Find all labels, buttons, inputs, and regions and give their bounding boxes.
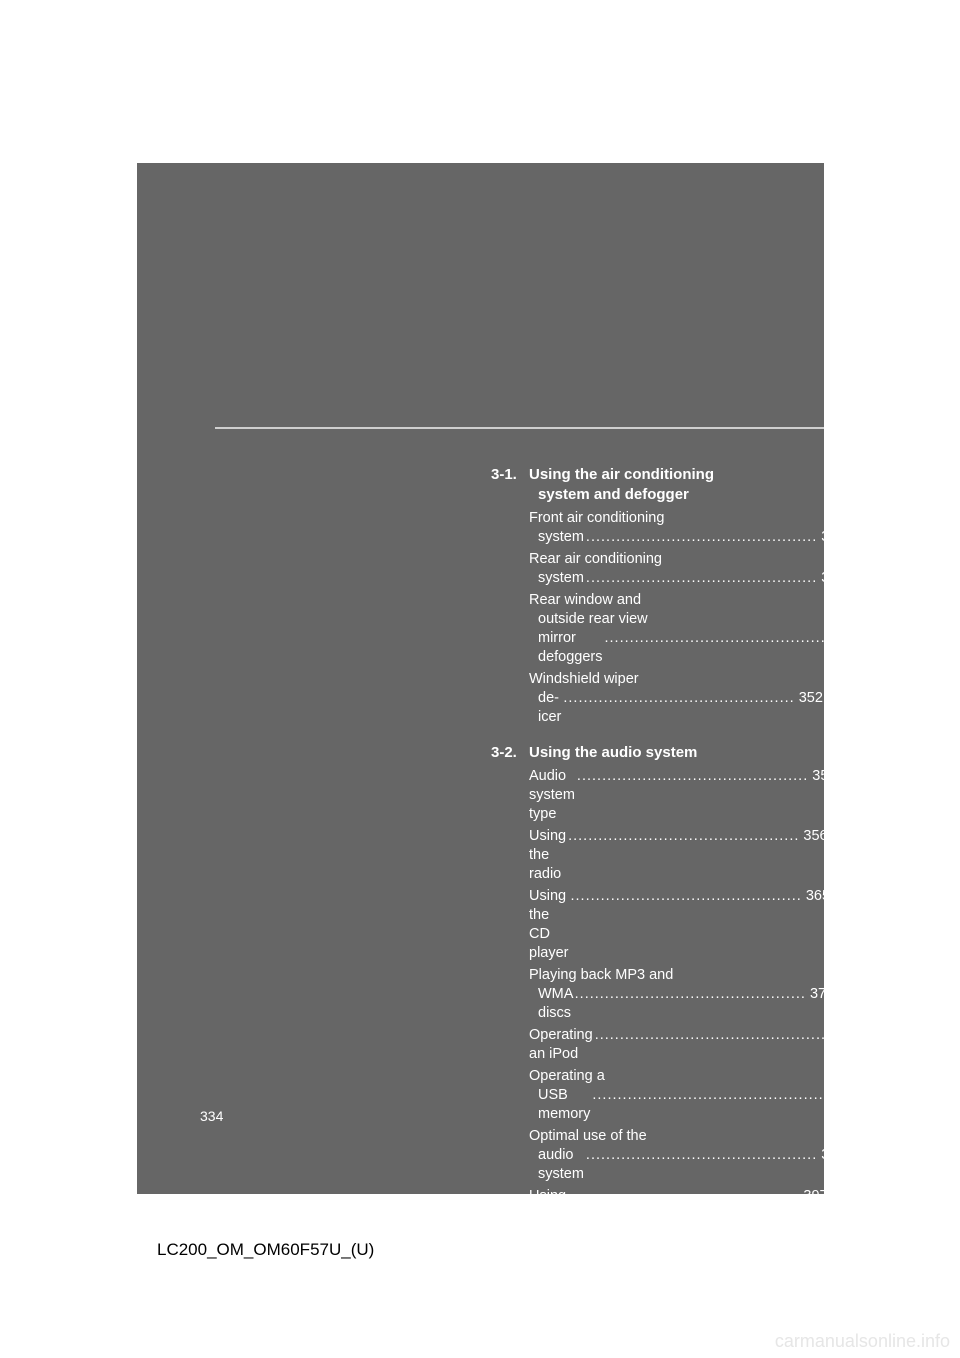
section-heading (491, 465, 741, 505)
section-entries (491, 767, 856, 1304)
entry-page: 387 (827, 1087, 852, 1103)
toc-entry[interactable] (529, 1026, 855, 1064)
section-entries (491, 509, 865, 727)
entry-page: 397 (803, 1188, 828, 1204)
toc-entry[interactable] (529, 591, 865, 667)
entry-page: 380 (830, 1027, 855, 1043)
toc-entry[interactable] (529, 1127, 846, 1184)
section-title-line: system and defogger (538, 486, 689, 503)
entry-page: 347 (821, 570, 846, 586)
entry-text: system (538, 529, 584, 545)
entry-text: switches (538, 1286, 594, 1302)
toc-section-3-2 (491, 743, 856, 1304)
entry-text: audio system (538, 1147, 584, 1182)
section-number: 3-1. (491, 466, 517, 483)
dot-leader: .............................................. (585, 529, 818, 545)
toc-entry[interactable] (529, 767, 837, 824)
entry-text: Front air conditioning (529, 510, 665, 526)
entry-page: 395 (821, 1147, 846, 1163)
entry-text: Using the radio (529, 828, 567, 882)
entry-text: mirror defoggers (538, 630, 603, 665)
entry-page: 351 (839, 630, 865, 646)
toc-entry[interactable] (529, 509, 846, 547)
section-heading (491, 743, 741, 763)
table-of-contents (491, 465, 865, 1307)
toc-entry[interactable] (529, 550, 846, 588)
toc-entry[interactable] (529, 670, 823, 727)
toc-entry[interactable] (529, 1266, 856, 1304)
entry-text: Rear window and (529, 592, 642, 608)
entry-page: 336 (821, 529, 846, 545)
dot-leader: .............................................. (585, 570, 818, 586)
entry-text: Playing back MP3 and (529, 967, 674, 983)
entry-text: Windshield wiper (529, 671, 639, 687)
section-title-line: Using the audio system (529, 744, 698, 761)
page-number: 334 (200, 1108, 224, 1124)
entry-text: Using the steering (529, 1267, 646, 1283)
entry-page: 365 (805, 888, 831, 904)
entry-text: de-icer (538, 690, 562, 725)
toc-entry[interactable] (529, 1187, 828, 1263)
entry-text: Operating a (529, 1068, 605, 1084)
entry-text: outside rear view (538, 611, 648, 627)
toc-entry[interactable] (529, 966, 835, 1023)
watermark: carmanualsonline.info (774, 1331, 950, 1351)
dot-leader: .............................................. (576, 768, 809, 784)
toc-section-3-1 (491, 465, 865, 727)
entry-page: 373 (809, 986, 835, 1002)
entry-page: 353 (812, 768, 837, 784)
dot-leader: .............................................. (585, 1147, 818, 1163)
entry-text: Using the CD player (529, 888, 569, 961)
entry-text: Audio system type (529, 768, 575, 822)
dot-leader: .............................................. (595, 1286, 827, 1302)
entry-text: Rear air conditioning (529, 551, 662, 567)
dot-leader: .............................................. (570, 888, 802, 904)
divider-line (215, 427, 824, 429)
entry-page: 356 (803, 828, 828, 844)
entry-text: USB memory (538, 1087, 591, 1122)
entry-text: Optimal use of the (529, 1128, 647, 1144)
entry-text: Using the AUX port (529, 1188, 567, 1261)
entry-page: 352 (798, 690, 823, 706)
entry-text: WMA discs (538, 986, 573, 1021)
dot-leader: .............................................. (574, 986, 806, 1002)
dot-leader: .............................................. (568, 1188, 800, 1204)
entry-text: Operating an iPod (529, 1027, 593, 1062)
toc-entry[interactable] (529, 827, 828, 884)
section-title-line: Using the air conditioning (529, 466, 714, 483)
dot-leader: .............................................. (568, 828, 800, 844)
dot-leader: .............................................. (563, 690, 795, 706)
entry-text: system (538, 570, 584, 586)
section-number: 3-2. (491, 744, 517, 761)
dot-leader: .............................................. (594, 1027, 827, 1043)
entry-page: 398 (830, 1286, 856, 1302)
document-code: LC200_OM_OM60F57U_(U) (157, 1240, 375, 1259)
dot-leader: .............................................. (604, 630, 836, 646)
toc-entry[interactable] (529, 1067, 852, 1124)
toc-entry[interactable] (529, 887, 831, 963)
dot-leader: .............................................. (592, 1087, 824, 1103)
